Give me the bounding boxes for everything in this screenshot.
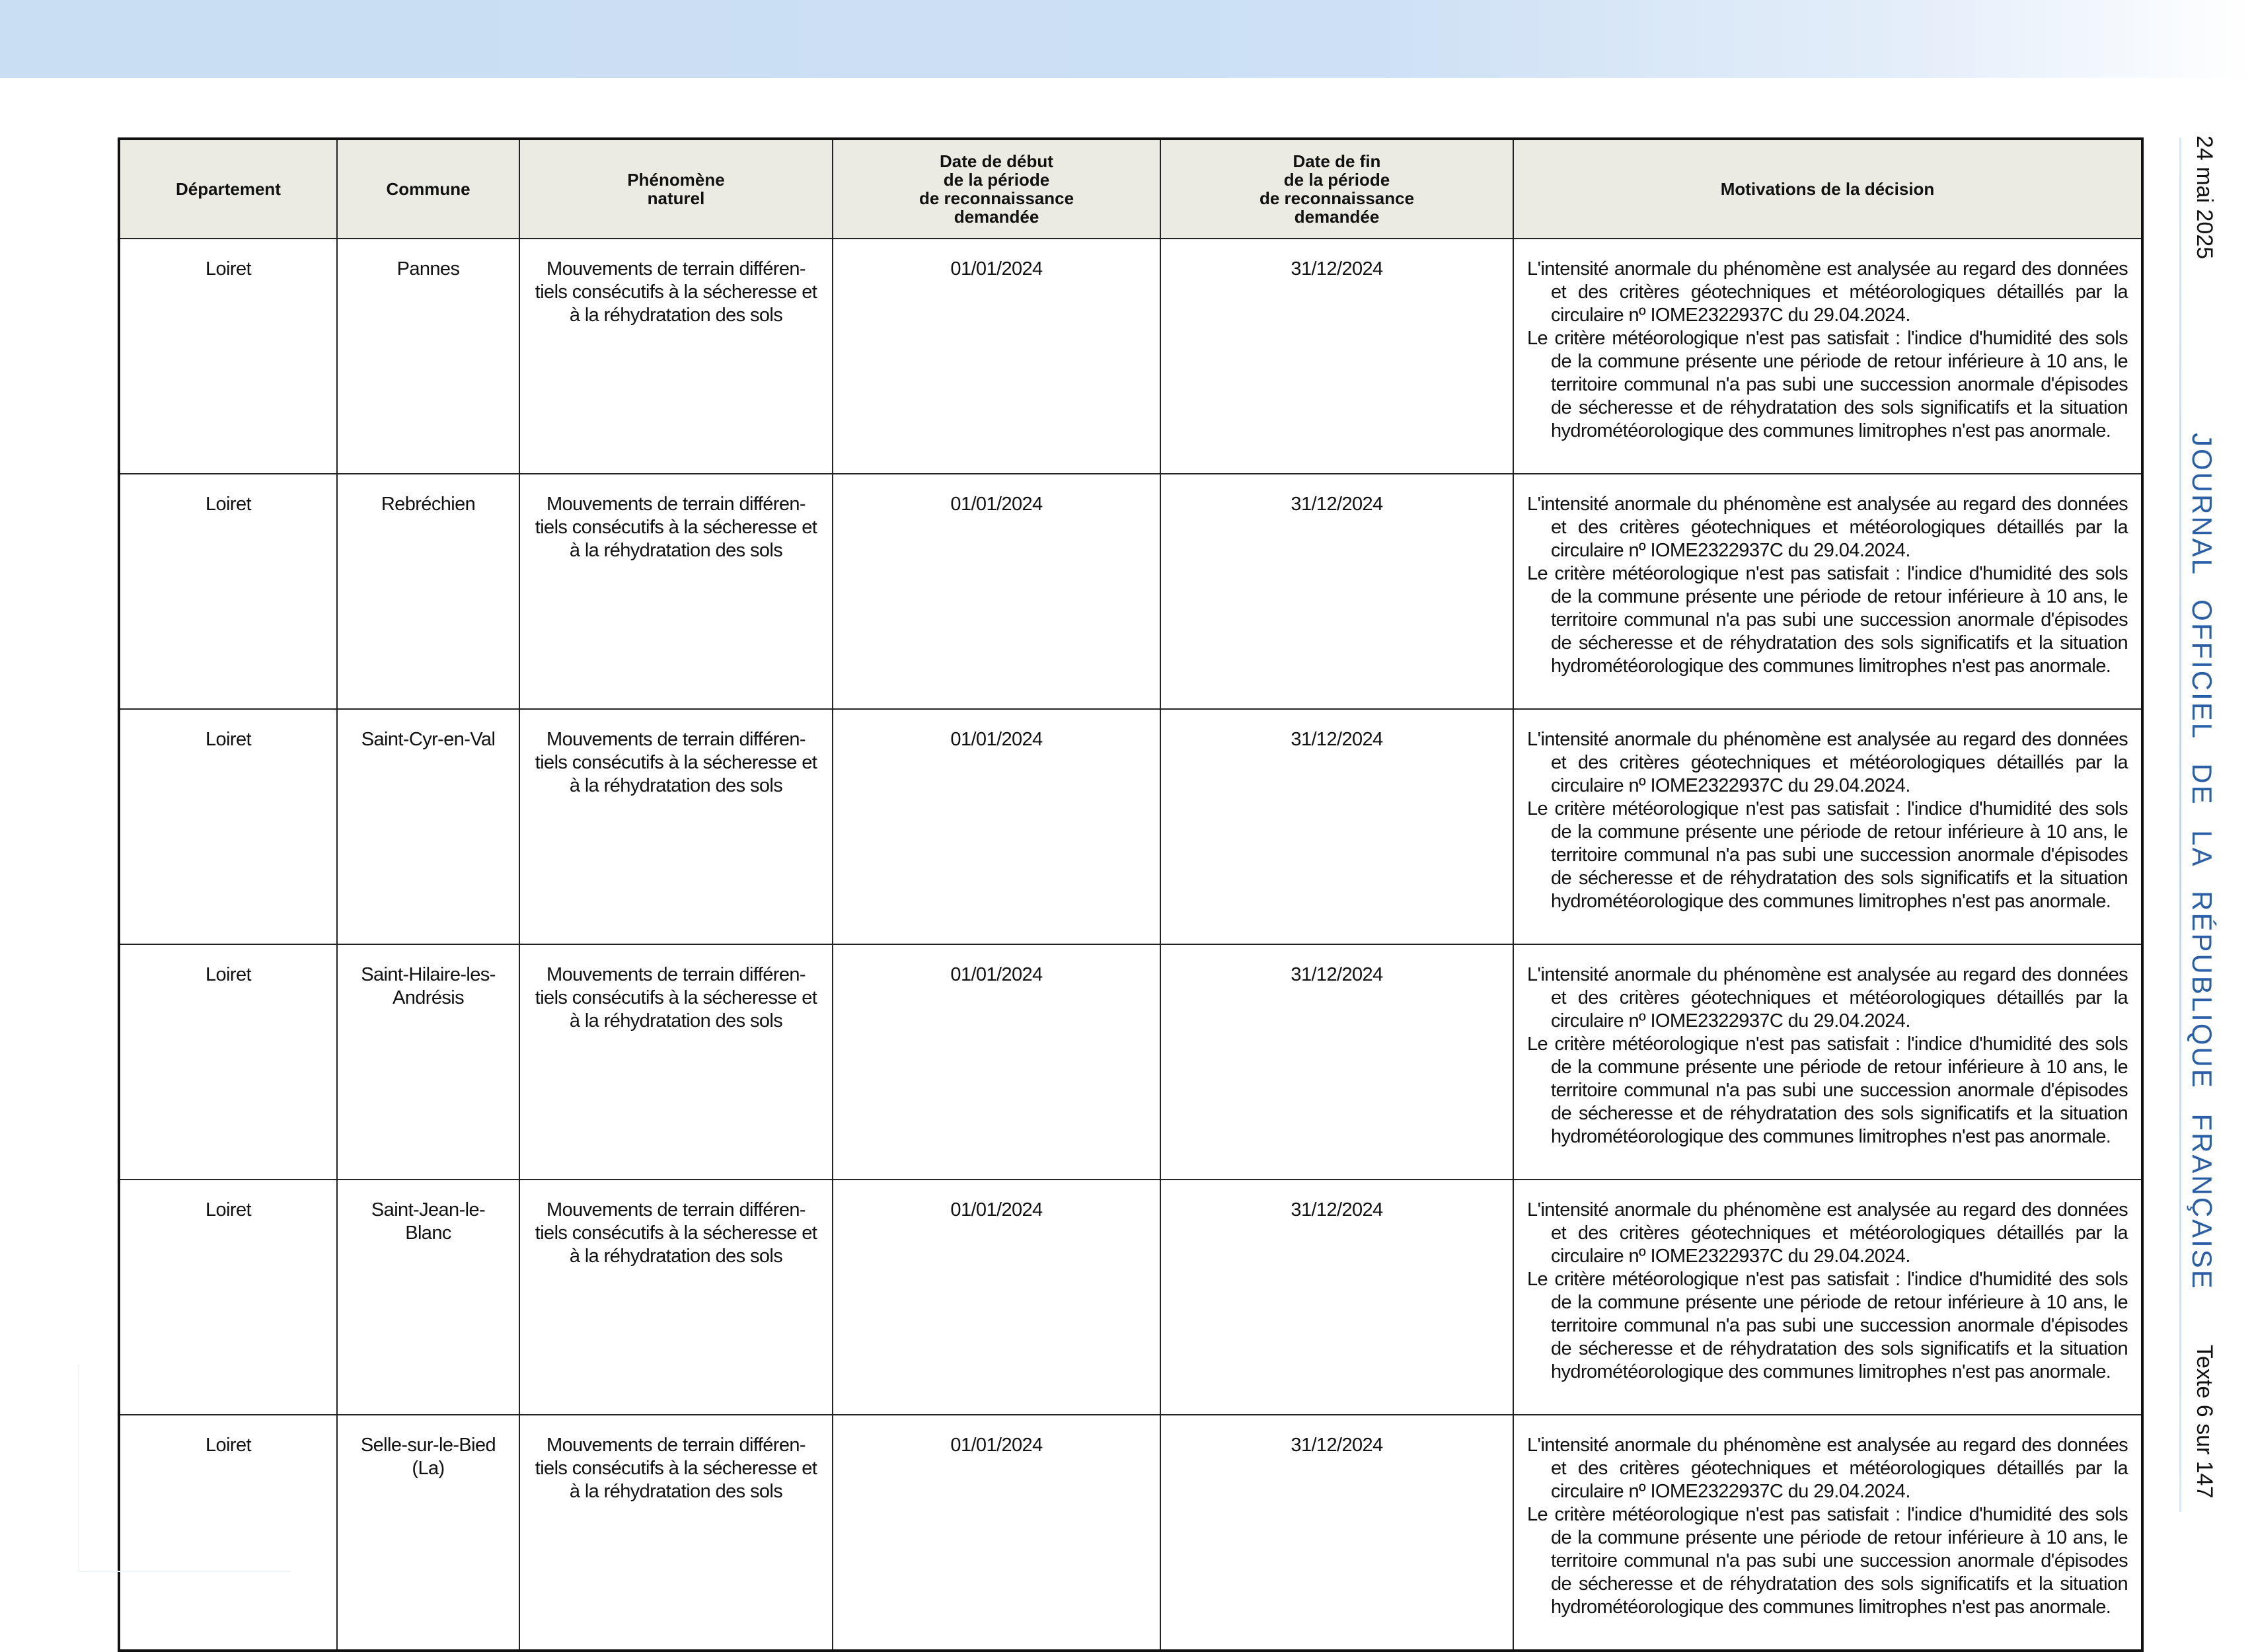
- cell-date-fin: 31/12/2024: [1160, 474, 1513, 709]
- cell-commune: Saint-Hilaire-les- Andrésis: [337, 944, 519, 1180]
- column-header-date-fin: Date de fin de la période de reconnaissance demandée: [1160, 139, 1513, 239]
- cell-phenomene: Mouvements de terrain différen- tiels consécutifs à la sécheresse et à la réhydratation des sols: [519, 944, 833, 1180]
- table-header-row: [119, 139, 2142, 239]
- page-reference: Texte 6 sur 147: [2192, 1345, 2217, 1499]
- cell-phenomene: Mouvements de terrain différen- tiels consécutifs à la sécheresse et à la réhydratation des sols: [519, 1180, 833, 1415]
- cell-date-debut: 01/01/2024: [833, 709, 1160, 944]
- cell-phenomene: Mouvements de terrain différen- tiels consécutifs à la sécheresse et à la réhydratation des sols: [519, 239, 833, 474]
- motivation-paragraph-intensity: L'intensité anormale du phénomène est analysée au regard des données et des critères géotechniques et météorologiques détaillés par la circulaire nº IOME2322937C du 29.04.2024.: [1527, 1435, 2128, 1502]
- motivation-paragraph-intensity: L'intensité anormale du phénomène est analysée au regard des données et des critères géotechniques et météorologiques détaillés par la circulaire nº IOME2322937C du 29.04.2024.: [1527, 1199, 2128, 1267]
- motivation-paragraph-criterion: Le critère météorologique n'est pas satisfait : l'indice d'humidité des sols de la commune présente une période de retour inférieure à 10 ans, le territoire communal n'a pas subi une succession anormale d'épisodes de sécheresse et de réhydratation des sols significatifs et la situation hydrométéorologique des communes limitrophes n'est pas anormale.: [1527, 1269, 2128, 1382]
- cell-departement: Loiret: [119, 1415, 337, 1651]
- motivation-paragraph-intensity: L'intensité anormale du phénomène est analysée au regard des données et des critères géotechniques et météorologiques détaillés par la circulaire nº IOME2322937C du 29.04.2024.: [1527, 494, 2128, 561]
- cell-commune: Rebréchien: [337, 474, 519, 709]
- cell-date-debut: 01/01/2024: [833, 1415, 1160, 1651]
- cell-commune: Selle-sur-le-Bied (La): [337, 1415, 519, 1651]
- column-header-commune: Commune: [337, 139, 519, 239]
- journal-title: JOURNAL OFFICIEL DE LA RÉPUBLIQUE FRANÇAISE: [2187, 433, 2218, 1291]
- table-row: [119, 239, 2142, 474]
- cell-phenomene: Mouvements de terrain différen- tiels consécutifs à la sécheresse et à la réhydratation des sols: [519, 474, 833, 709]
- table-row: [119, 1415, 2142, 1651]
- top-banner: [0, 0, 2254, 78]
- cell-date-fin: 31/12/2024: [1160, 239, 1513, 474]
- cell-motivations: [1513, 1415, 2142, 1651]
- page-corner-shade: [78, 1365, 291, 1572]
- table-row: [119, 474, 2142, 709]
- table-row: [119, 944, 2142, 1180]
- cell-commune: Saint-Jean-le- Blanc: [337, 1180, 519, 1415]
- motivation-paragraph-criterion: Le critère météorologique n'est pas satisfait : l'indice d'humidité des sols de la commune présente une période de retour inférieure à 10 ans, le territoire communal n'a pas subi une succession anormale d'épisodes de sécheresse et de réhydratation des sols significatifs et la situation hydrométéorologique des communes limitrophes n'est pas anormale.: [1527, 1033, 2128, 1147]
- cell-motivations: [1513, 709, 2142, 944]
- cell-departement: Loiret: [119, 239, 337, 474]
- motivation-paragraph-intensity: L'intensité anormale du phénomène est analysée au regard des données et des critères géotechniques et météorologiques détaillés par la circulaire nº IOME2322937C du 29.04.2024.: [1527, 964, 2128, 1032]
- cell-date-debut: 01/01/2024: [833, 1180, 1160, 1415]
- side-divider: [2179, 137, 2181, 1512]
- cell-departement: Loiret: [119, 1180, 337, 1415]
- motivation-paragraph-criterion: Le critère météorologique n'est pas satisfait : l'indice d'humidité des sols de la commune présente une période de retour inférieure à 10 ans, le territoire communal n'a pas subi une succession anormale d'épisodes de sécheresse et de réhydratation des sols significatifs et la situation hydrométéorologique des communes limitrophes n'est pas anormale.: [1527, 1504, 2128, 1618]
- cell-commune: Pannes: [337, 239, 519, 474]
- table-row: [119, 709, 2142, 944]
- cell-phenomene: Mouvements de terrain différen- tiels consécutifs à la sécheresse et à la réhydratation des sols: [519, 1415, 833, 1651]
- decision-table: [118, 137, 2144, 1652]
- cell-motivations: [1513, 944, 2142, 1180]
- cell-motivations: [1513, 239, 2142, 474]
- cell-date-fin: 31/12/2024: [1160, 1415, 1513, 1651]
- decision-table-container: [118, 137, 2141, 1652]
- cell-commune: Saint-Cyr-en-Val: [337, 709, 519, 944]
- cell-departement: Loiret: [119, 474, 337, 709]
- cell-date-debut: 01/01/2024: [833, 944, 1160, 1180]
- motivation-paragraph-criterion: Le critère météorologique n'est pas satisfait : l'indice d'humidité des sols de la commune présente une période de retour inférieure à 10 ans, le territoire communal n'a pas subi une succession anormale d'épisodes de sécheresse et de réhydratation des sols significatifs et la situation hydrométéorologique des communes limitrophes n'est pas anormale.: [1527, 798, 2128, 912]
- cell-phenomene: Mouvements de terrain différen- tiels consécutifs à la sécheresse et à la réhydratation des sols: [519, 709, 833, 944]
- motivation-paragraph-intensity: L'intensité anormale du phénomène est analysée au regard des données et des critères géotechniques et météorologiques détaillés par la circulaire nº IOME2322937C du 29.04.2024.: [1527, 729, 2128, 796]
- cell-departement: Loiret: [119, 709, 337, 944]
- column-header-phenomene: Phénomène naturel: [519, 139, 833, 239]
- cell-date-fin: 31/12/2024: [1160, 709, 1513, 944]
- publication-date: 24 mai 2025: [2192, 135, 2217, 260]
- cell-departement: Loiret: [119, 944, 337, 1180]
- column-header-motivations: Motivations de la décision: [1513, 139, 2142, 239]
- motivation-paragraph-intensity: L'intensité anormale du phénomène est analysée au regard des données et des critères géotechniques et météorologiques détaillés par la circulaire nº IOME2322937C du 29.04.2024.: [1527, 258, 2128, 326]
- table-row: [119, 1180, 2142, 1415]
- column-header-date-debut: Date de début de la période de reconnaissance demandée: [833, 139, 1160, 239]
- cell-date-fin: 31/12/2024: [1160, 944, 1513, 1180]
- cell-motivations: [1513, 1180, 2142, 1415]
- motivation-paragraph-criterion: Le critère météorologique n'est pas satisfait : l'indice d'humidité des sols de la commune présente une période de retour inférieure à 10 ans, le territoire communal n'a pas subi une succession anormale d'épisodes de sécheresse et de réhydratation des sols significatifs et la situation hydrométéorologique des communes limitrophes n'est pas anormale.: [1527, 328, 2128, 441]
- cell-date-debut: 01/01/2024: [833, 474, 1160, 709]
- column-header-departement: Département: [119, 139, 337, 239]
- cell-date-fin: 31/12/2024: [1160, 1180, 1513, 1415]
- cell-motivations: [1513, 474, 2142, 709]
- motivation-paragraph-criterion: Le critère météorologique n'est pas satisfait : l'indice d'humidité des sols de la commune présente une période de retour inférieure à 10 ans, le territoire communal n'a pas subi une succession anormale d'épisodes de sécheresse et de réhydratation des sols significatifs et la situation hydrométéorologique des communes limitrophes n'est pas anormale.: [1527, 563, 2128, 677]
- cell-date-debut: 01/01/2024: [833, 239, 1160, 474]
